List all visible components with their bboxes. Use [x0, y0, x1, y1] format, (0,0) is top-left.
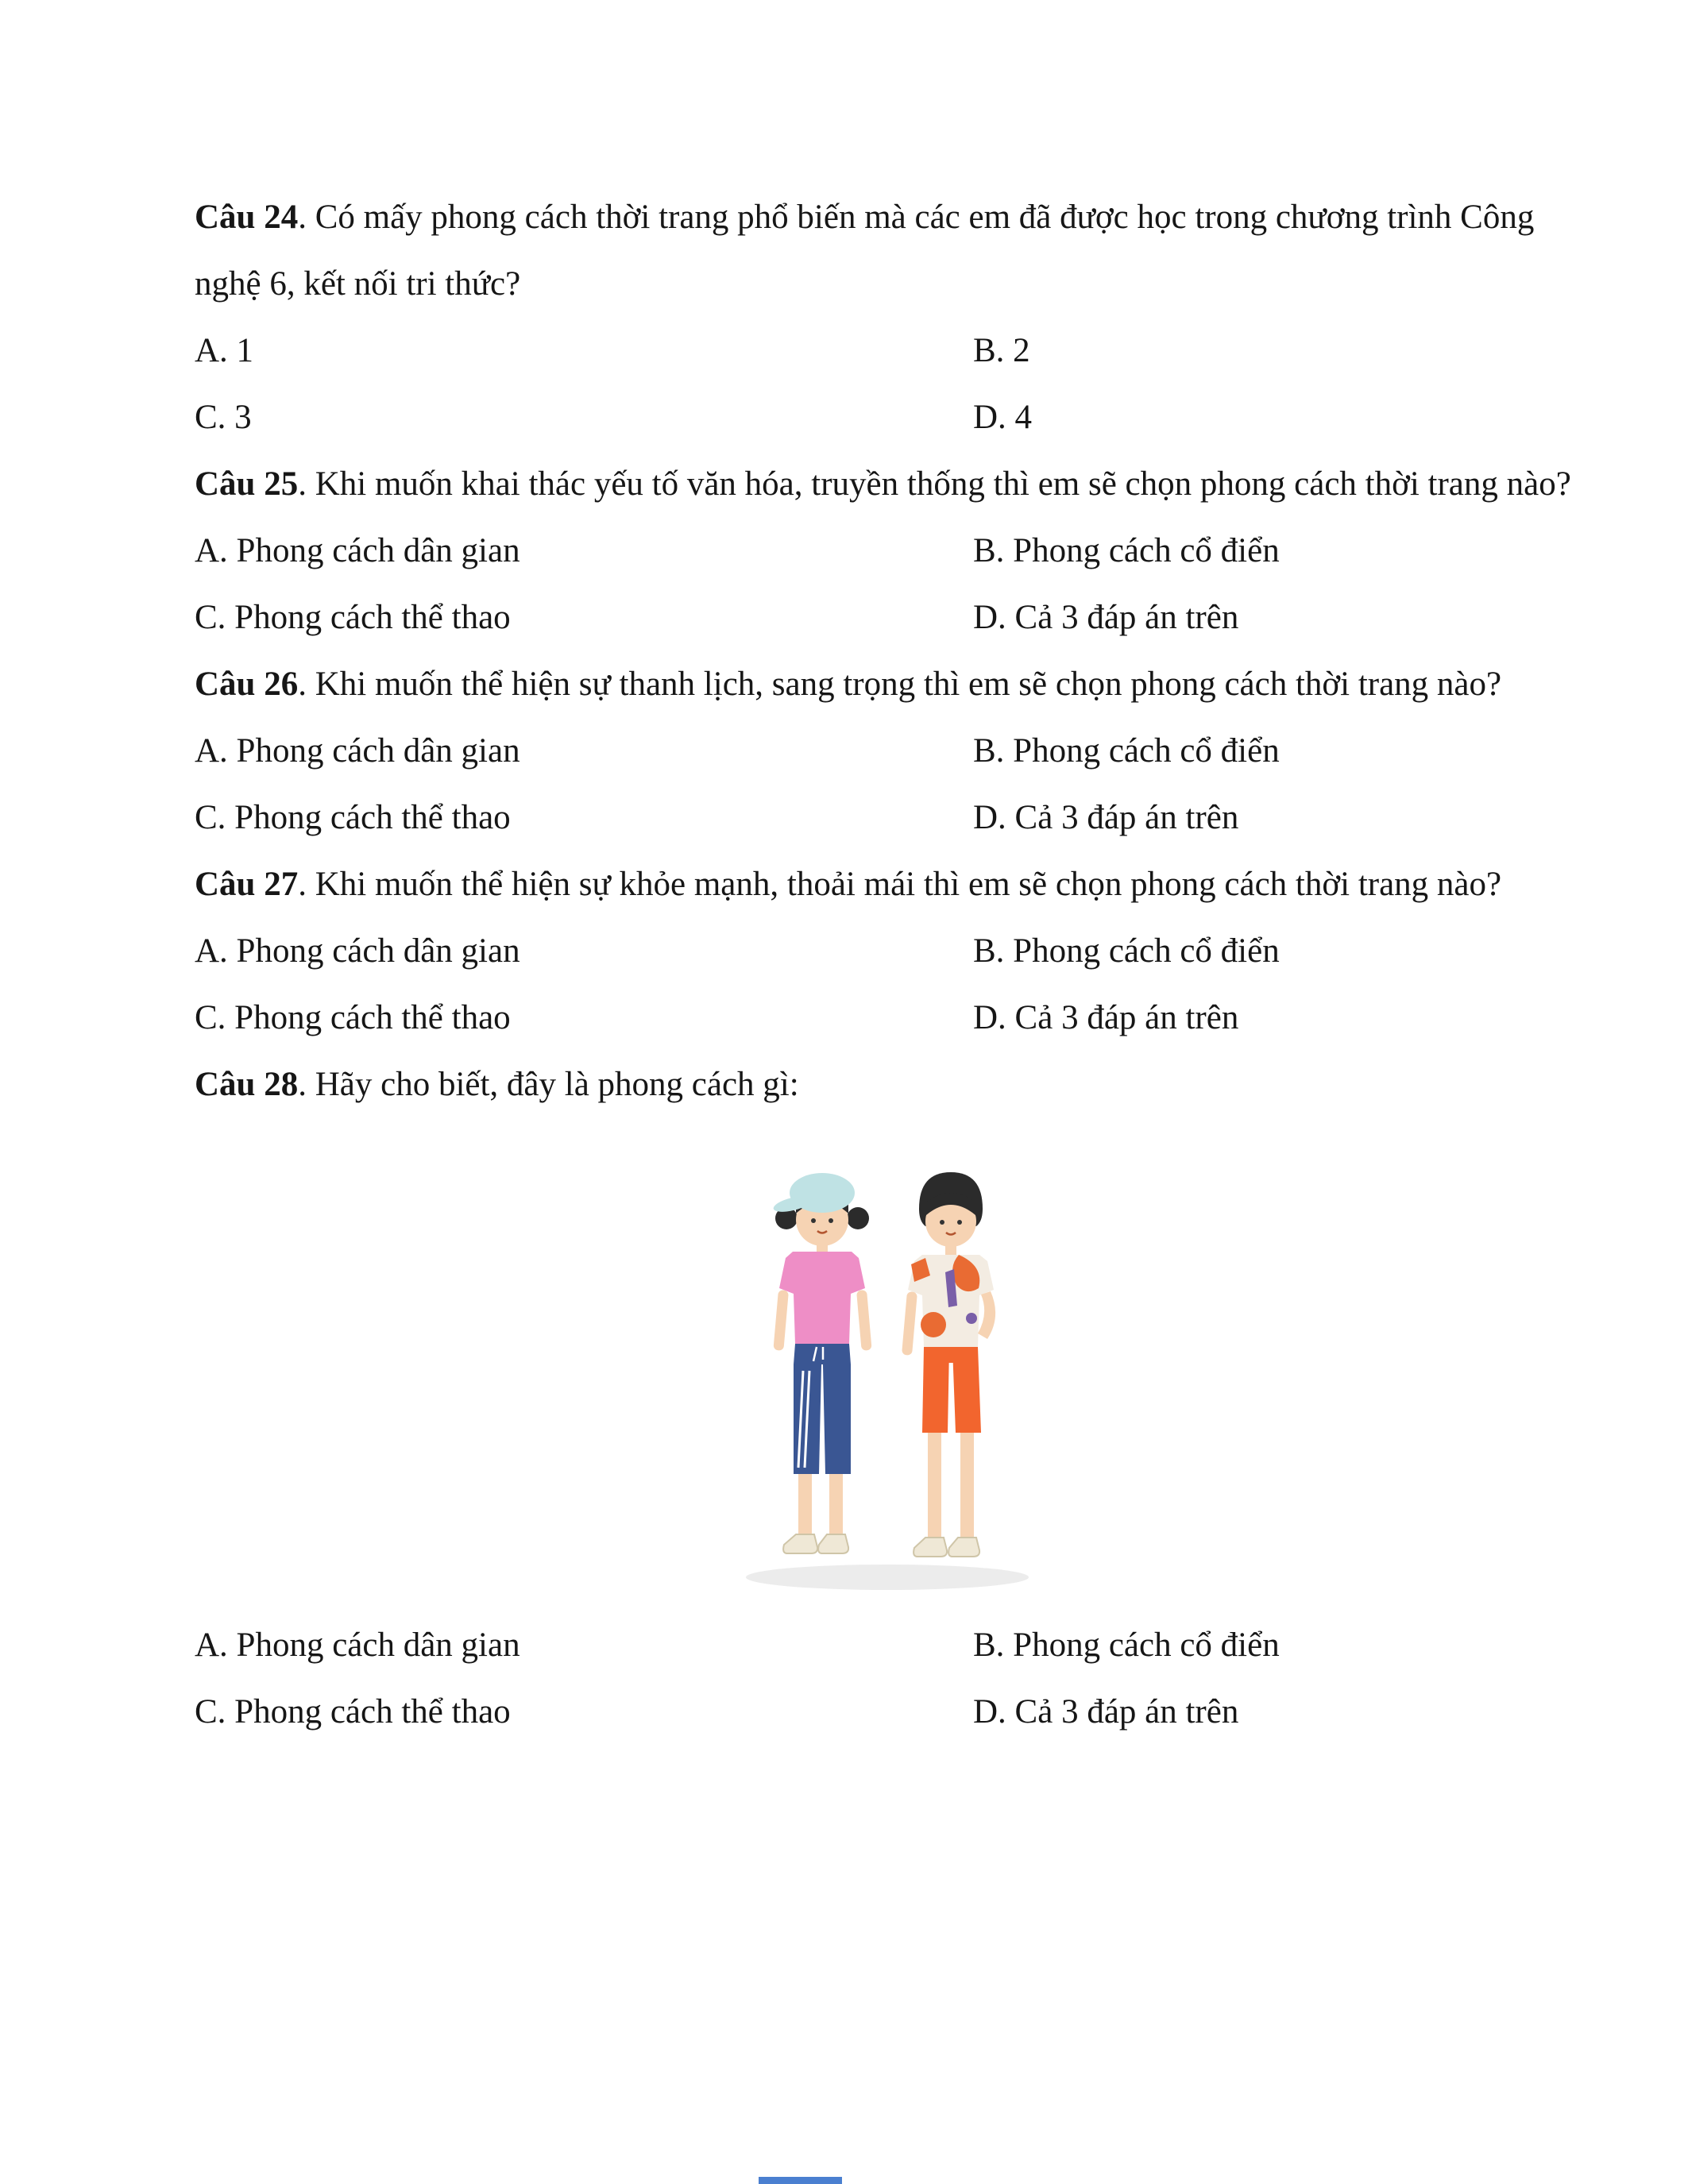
option-c: C. Phong cách thể thao	[195, 1693, 511, 1731]
option-d: D. Cả 3 đáp án trên	[973, 599, 1239, 636]
question-27-text: . Khi muốn thể hiện sự khỏe mạnh, thoải mái thì em sẽ chọn phong cách thời trang nào?	[298, 866, 1502, 903]
next-page-image-sliver	[759, 2177, 842, 2184]
option-b: B. Phong cách cổ điển	[973, 732, 1280, 770]
question-25-text: . Khi muốn khai thác yếu tố văn hóa, truyền thống thì em sẽ chọn phong cách thời trang nào?	[298, 465, 1571, 503]
option-c: C. 3	[195, 399, 252, 436]
option-b: B. Phong cách cổ điển	[973, 532, 1280, 569]
girl-shoe	[783, 1534, 817, 1553]
option-d: D. Cả 3 đáp án trên	[973, 799, 1239, 836]
option-d: D. Cả 3 đáp án trên	[973, 1693, 1239, 1731]
question-28-options	[195, 1612, 1577, 1746]
girl-shirt	[779, 1252, 865, 1344]
question-26	[195, 651, 1577, 718]
option-a: A. Phong cách dân gian	[195, 932, 520, 970]
option-b: B. 2	[973, 332, 1030, 369]
question-24-options	[195, 318, 1577, 451]
option-a: A. Phong cách dân gian	[195, 732, 520, 770]
option-b: B. Phong cách cổ điển	[973, 1626, 1280, 1664]
ground-shadow	[746, 1565, 1029, 1590]
question-28-text: . Hãy cho biết, đây là phong cách gì:	[298, 1066, 799, 1103]
question-27-options	[195, 918, 1577, 1051]
question-25	[195, 451, 1577, 518]
option-a: A. Phong cách dân gian	[195, 1626, 520, 1664]
option-d: D. Cả 3 đáp án trên	[973, 999, 1239, 1036]
option-a: A. Phong cách dân gian	[195, 532, 520, 569]
question-25-options	[195, 518, 1577, 651]
boy-figure	[902, 1172, 995, 1557]
option-c: C. Phong cách thể thao	[195, 799, 511, 836]
question-27-label: Câu 27	[195, 866, 299, 903]
option-a: A. 1	[195, 332, 254, 369]
question-28-label: Câu 28	[195, 1066, 299, 1103]
question-26-options	[195, 718, 1577, 851]
question-24-label: Câu 24	[195, 199, 299, 236]
question-24-text: . Có mấy phong cách thời trang phổ biến mà các em đã được học trong chương trình Công nghệ 6, kết nối tri thức?	[195, 199, 1535, 303]
girl-figure	[772, 1173, 872, 1553]
question-28	[195, 1051, 1577, 1118]
fashion-illustration	[195, 1131, 1577, 1607]
question-26-label: Câu 26	[195, 666, 299, 703]
option-b: B. Phong cách cổ điển	[973, 932, 1280, 970]
question-25-label: Câu 25	[195, 465, 299, 503]
question-26-text: . Khi muốn thể hiện sự thanh lịch, sang trọng thì em sẽ chọn phong cách thời trang nào?	[298, 666, 1502, 703]
option-d: D. 4	[973, 399, 1033, 436]
option-c: C. Phong cách thể thao	[195, 999, 511, 1036]
question-27	[195, 851, 1577, 918]
option-c: C. Phong cách thể thao	[195, 599, 511, 636]
boy-shoe	[914, 1538, 947, 1557]
question-24	[195, 184, 1577, 318]
two-kids-sport-illustration-icon	[699, 1131, 1072, 1607]
